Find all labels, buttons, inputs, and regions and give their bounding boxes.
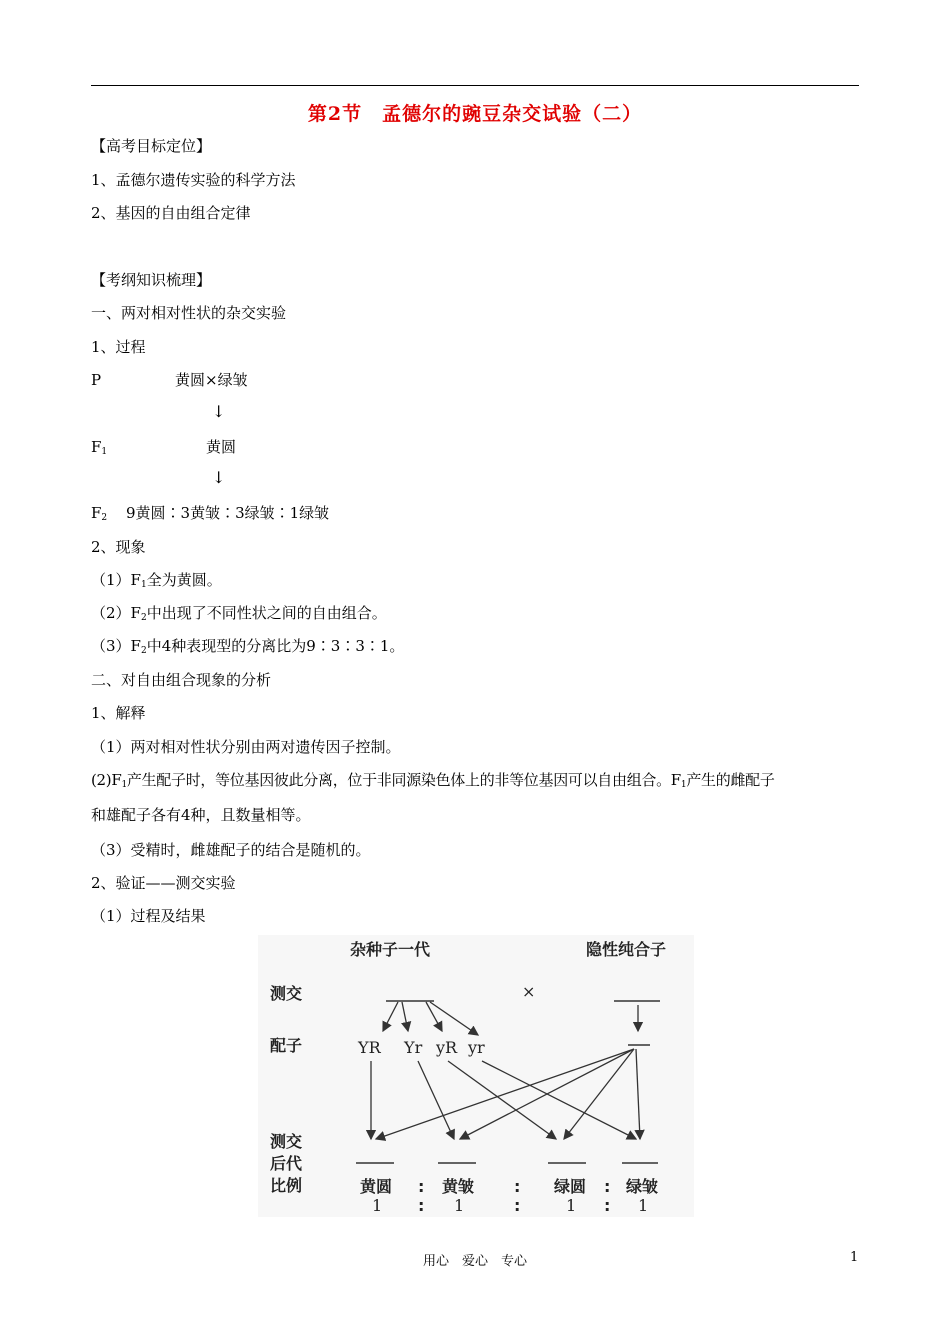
subsection-heading: 1、过程 — [91, 338, 146, 356]
explanation-item: $(2)F_1$产生配子时，等位基因彼此分离，位于非同源染色体上的非等位基因可以自由组合。$F_1$产生的雌配子 — [91, 771, 775, 790]
subsection-heading: 1、解释 — [91, 704, 146, 722]
subsection-heading: （1）过程及结果 — [91, 907, 206, 925]
ratio-value: 1 — [372, 1196, 383, 1215]
gametes-row-label: 配子 — [270, 1036, 303, 1055]
ratio-separator: : — [514, 1177, 521, 1196]
down-arrow-icon: ↓ — [212, 468, 226, 487]
subsection-heading: 2、现象 — [91, 538, 146, 556]
offspring-row-label: 后代 — [270, 1154, 303, 1173]
phenotype-label: 绿圆 — [554, 1177, 587, 1196]
footer-slogan: 用心 爱心 专心 — [422, 1254, 527, 1269]
recessive-homozygote-label: 隐性纯合子 — [586, 940, 667, 959]
gamete-label: yR — [436, 1038, 458, 1057]
gamete-label: yr — [468, 1038, 485, 1057]
offspring-row-label: 测交 — [270, 1132, 303, 1151]
goals-header: 【高考目标定位】 — [91, 137, 212, 155]
top-rule — [91, 85, 859, 86]
cross-f1-text: 黄圆 — [206, 438, 237, 456]
ratio-separator: : — [604, 1177, 611, 1196]
testcross-row-label: 测交 — [270, 984, 303, 1003]
gamete-label: YR — [358, 1038, 381, 1057]
explanation-item: （3）受精时，雌雄配子的结合是随机的。 — [91, 841, 371, 859]
goal-item: 2、基因的自由组合定律 — [91, 204, 251, 222]
phenotype-label: 黄皱 — [442, 1177, 475, 1196]
phenotype-label: 绿皱 — [626, 1177, 659, 1196]
gamete-label: Yr — [404, 1038, 423, 1057]
page-title: 第2节 孟德尔的豌豆杂交试验（二） — [307, 103, 643, 125]
phenomenon-item: $(1)F_1$全为黄圆。 — [91, 571, 222, 590]
down-arrow-icon: ↓ — [212, 402, 226, 421]
cross-f2-text: 9黄圆∶3黄皱∶3绿皱∶1绿皱 — [126, 504, 330, 522]
cross-p-label: P — [91, 371, 102, 389]
ratio-separator: : — [514, 1196, 521, 1215]
testcross-diagram — [258, 935, 694, 1217]
outline-header: 【考纲知识梳理】 — [91, 271, 212, 289]
phenotype-label: 黄圆 — [360, 1177, 393, 1196]
ratio-value: 1 — [454, 1196, 465, 1215]
subsection-heading: 2、验证——测交实验 — [91, 874, 236, 892]
ratio-separator: : — [418, 1177, 425, 1196]
explanation-item: （1）两对相对性状分别由两对遗传因子控制。 — [91, 738, 401, 756]
ratio-value: 1 — [638, 1196, 649, 1215]
goal-item: 1、孟德尔遗传实验的科学方法 — [91, 171, 296, 189]
page-number: 1 — [850, 1250, 859, 1265]
cross-symbol: × — [522, 982, 536, 1001]
ratio-value: 1 — [566, 1196, 577, 1215]
phenomenon-item: $(3)F_2$中4种表现型的分离比为9∶3∶3∶1。 — [91, 637, 405, 656]
ratio-separator: : — [418, 1196, 425, 1215]
ratio-separator: : — [604, 1196, 611, 1215]
cross-f1-label: $F_1$ — [91, 438, 108, 457]
section-heading: 一、两对相对性状的杂交实验 — [91, 304, 287, 322]
phenomenon-item: $(2)F_2$中出现了不同性状之间的自由组合。 — [91, 604, 387, 623]
section-heading: 二、对自由组合现象的分析 — [91, 671, 272, 689]
explanation-item: 和雄配子各有4种，且数量相等。 — [91, 806, 311, 824]
cross-f2-label: $F_2$ — [91, 504, 108, 523]
cross-p-text: 黄圆×绿皱 — [175, 371, 248, 389]
hybrid-f1-label: 杂种子一代 — [350, 940, 431, 959]
offspring-row-label: 比例 — [270, 1176, 303, 1195]
